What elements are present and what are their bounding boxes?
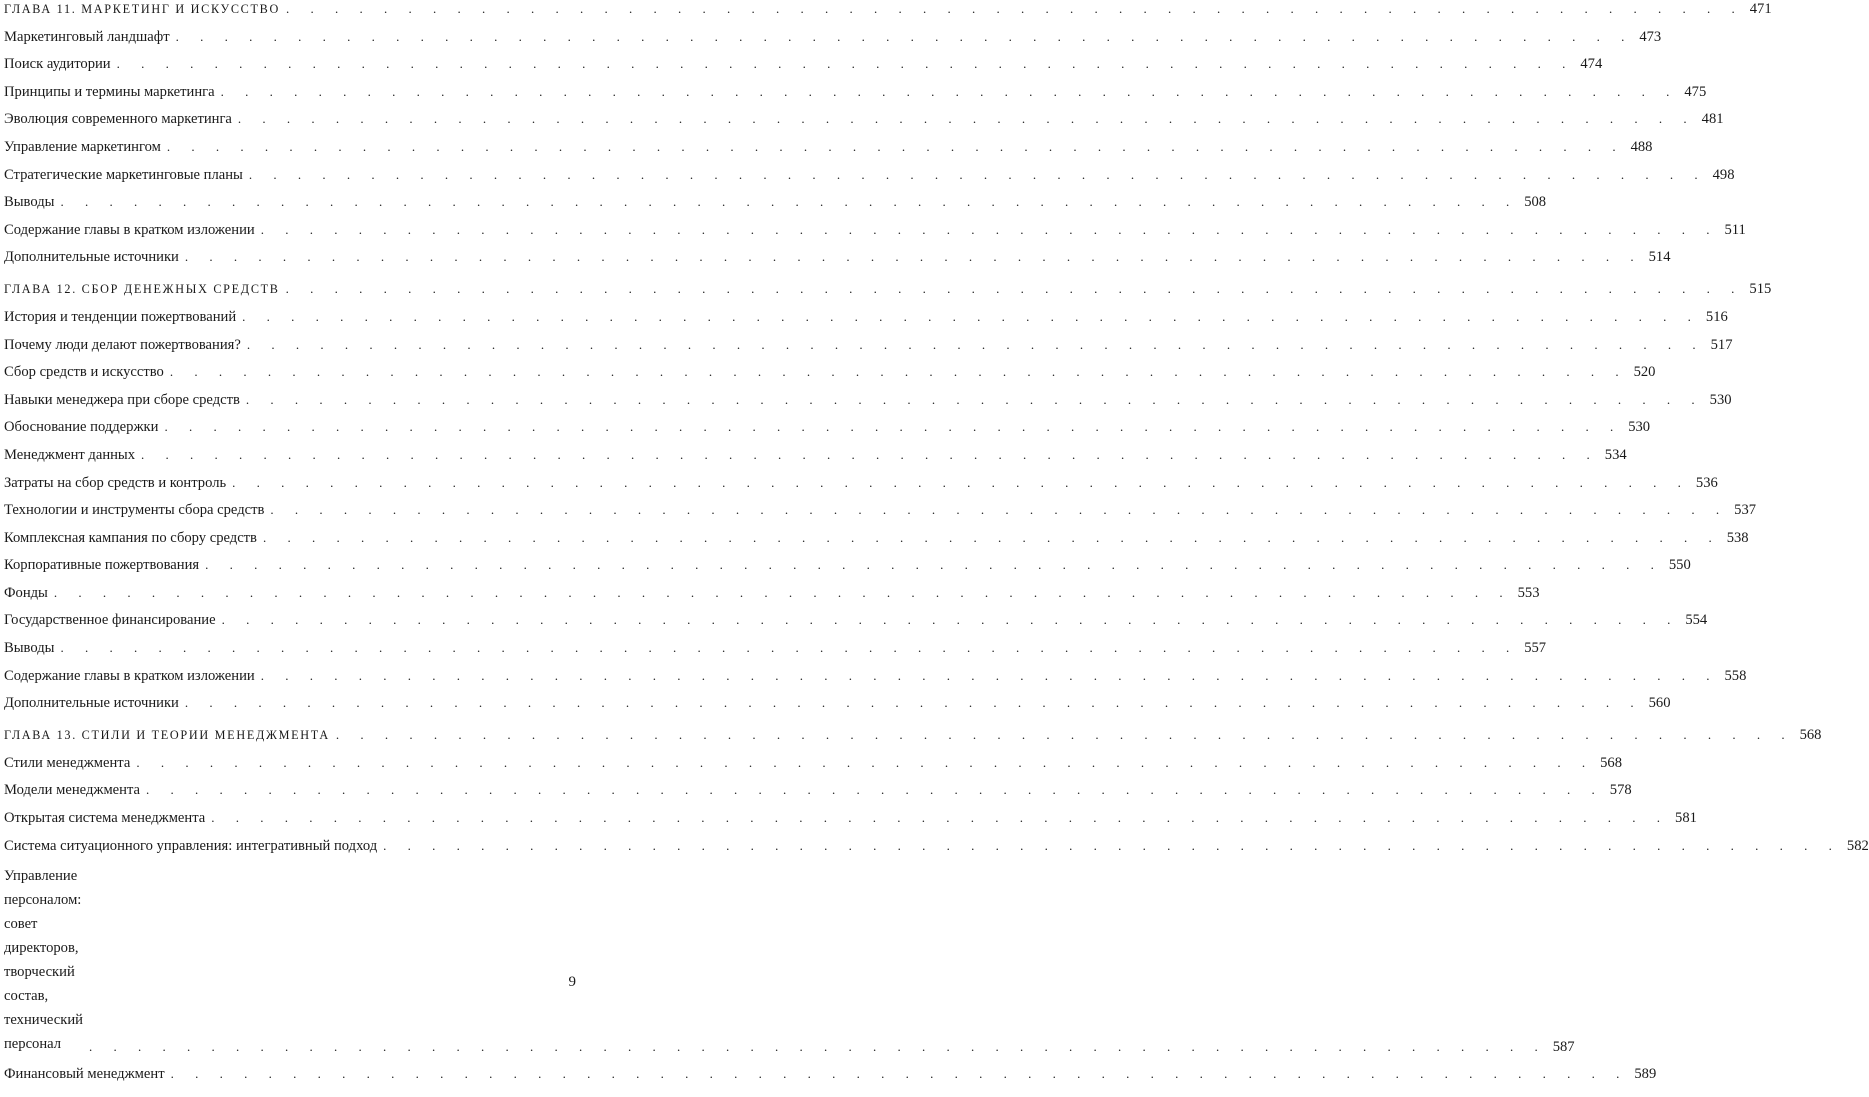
page-ref: 553 xyxy=(1517,584,1540,601)
page-ref: 534 xyxy=(1604,446,1627,463)
page-ref: 520 xyxy=(1633,364,1656,381)
entry-title: Менеджмент данных xyxy=(4,446,136,463)
toc-entry[interactable] xyxy=(4,409,1651,437)
page-ref: 560 xyxy=(1648,695,1671,712)
toc-entry[interactable] xyxy=(4,464,1718,492)
dot-leader: . . . . . . . . . . . . . . . . . . . . . . . . . . . . . . . . . . . . . . . . . . . . . . . . . . . . . . . . . . . . xyxy=(88,1038,1547,1054)
toc-entry[interactable] xyxy=(4,73,1707,101)
dot-leader: . . . . . . . . . . . . . . . . . . . . . . . . . . . . . . . . . . . . . . . . . . . . . . . . . . . . . . . . . . . . xyxy=(60,194,1519,210)
toc-entry[interactable] xyxy=(4,298,1728,326)
dot-leader: . . . . . . . . . . . . . . . . . . . . . . . . . . . . . . . . . . . . . . . . . . . . . . . . . . . . . . . . . . . . xyxy=(246,336,1705,352)
entry-title: Дополнительные источники xyxy=(4,695,179,712)
page-ref: 578 xyxy=(1609,782,1632,799)
toc-entry[interactable] xyxy=(4,1056,1657,1084)
dot-leader: . . . . . . . . . . . . . . . . . . . . . . . . . . . . . . . . . . . . . . . . . . . . . . . . . . . . . . . . . . . . xyxy=(184,249,1643,265)
dot-leader: . . . . . . . . . . . . . . . . . . . . . . . . . . . . . . . . . . . . . . . . . . . . . . . . . . . . . . . . . . . . xyxy=(136,754,1595,770)
toc-entry[interactable] xyxy=(4,827,1869,855)
toc-entry[interactable] xyxy=(4,128,1653,156)
table-of-contents xyxy=(4,0,1869,1097)
dot-leader: . . . . . . . . . . . . . . . . . . . . . . . . . . . . . . . . . . . . . . . . . . . . . . . . . . . . . . . . . . . . xyxy=(285,281,1744,297)
entry-title: Навыки менеджера при сборе средств xyxy=(4,391,240,408)
toc-entry[interactable] xyxy=(4,211,1746,239)
page-ref: 581 xyxy=(1675,810,1697,827)
page-ref: 474 xyxy=(1580,56,1603,73)
entry-title: Поиск аудитории xyxy=(4,56,111,73)
page-ref: 530 xyxy=(1628,419,1651,436)
entry-title: Управление персоналом: совет директоров, творческий состав, технический персонал xyxy=(4,867,83,1052)
page-ref: 511 xyxy=(1724,221,1746,238)
page-ref: 589 xyxy=(1634,1066,1657,1083)
dot-leader: . . . . . . . . . . . . . . . . . . . . . . . . . . . . . . . . . . . . . . . . . . . . . . . . . . . . . . . . . . . . xyxy=(335,727,1794,743)
page-number: 9 xyxy=(568,974,576,990)
chapter-entry[interactable] xyxy=(4,0,1772,18)
dot-leader: . . . . . . . . . . . . . . . . . . . . . . . . . . . . . . . . . . . . . . . . . . . . . . . . . . . . . . . . . . . . xyxy=(116,56,1575,72)
dot-leader: . . . . . . . . . . . . . . . . . . . . . . . . . . . . . . . . . . . . . . . . . . . . . . . . . . . . . . . . . . . . xyxy=(270,502,1729,518)
dot-leader: . . . . . . . . . . . . . . . . . . . . . . . . . . . . . . . . . . . . . . . . . . . . . . . . . . . . . . . . . . . . xyxy=(262,529,1721,545)
entry-title: Комплексная кампания по сбору средств xyxy=(4,529,257,546)
page-ref: 538 xyxy=(1726,529,1749,546)
page-ref: 481 xyxy=(1701,111,1724,128)
dot-leader: . . . . . . . . . . . . . . . . . . . . . . . . . . . . . . . . . . . . . . . . . . . . . . . . . . . . . . . . . . . . xyxy=(146,782,1604,798)
toc-entry[interactable] xyxy=(4,772,1632,800)
page-ref: 516 xyxy=(1705,308,1728,325)
dot-leader: . . . . . . . . . . . . . . . . . . . . . . . . . . . . . . . . . . . . . . . . . . . . . . . . . . . . . . . . . . . . xyxy=(260,667,1719,683)
toc-entry[interactable] xyxy=(4,629,1547,657)
dot-leader: . . . . . . . . . . . . . . . . . . . . . . . . . . . . . . . . . . . . . . . . . . . . . . . . . . . . . . . . . . . . xyxy=(141,446,1599,462)
chapter-heading: ГЛАВА 11. МАРКЕТИНГ И ИСКУССТВО xyxy=(4,2,280,16)
toc-entry[interactable] xyxy=(4,602,1708,630)
toc-entry[interactable] xyxy=(4,381,1732,409)
entry-title: Стили менеджмента xyxy=(4,754,131,771)
toc-entry[interactable] xyxy=(4,184,1547,212)
page-ref: 514 xyxy=(1648,249,1671,266)
dot-leader: . . . . . . . . . . . . . . . . . . . . . . . . . . . . . . . . . . . . . . . . . . . . . . . . . . . . . . . . . . . . xyxy=(242,308,1700,324)
dot-leader: . . . . . . . . . . . . . . . . . . . . . . . . . . . . . . . . . . . . . . . . . . . . . . . . . . . . . . . . . . . . xyxy=(383,837,1841,853)
entry-title: Технологии и инструменты сбора средств xyxy=(4,502,265,519)
entry-title: Стратегические маркетинговые планы xyxy=(4,166,243,183)
dot-leader: . . . . . . . . . . . . . . . . . . . . . . . . . . . . . . . . . . . . . . . . . . . . . . . . . . . . . . . . . . . . xyxy=(53,584,1512,600)
page-ref: 536 xyxy=(1695,474,1718,491)
toc-entry[interactable] xyxy=(4,326,1733,354)
page-ref: 498 xyxy=(1712,166,1735,183)
dot-leader: . . . . . . . . . . . . . . . . . . . . . . . . . . . . . . . . . . . . . . . . . . . . . . . . . . . . . . . . . . . . xyxy=(60,640,1519,656)
entry-title: Выводы xyxy=(4,640,55,657)
toc-entry[interactable] xyxy=(4,685,1671,713)
chapter-block xyxy=(4,280,1772,712)
toc-entry[interactable] xyxy=(4,657,1747,685)
dot-leader: . . . . . . . . . . . . . . . . . . . . . . . . . . . . . . . . . . . . . . . . . . . . . . . . . . . . . . . . . . . . xyxy=(237,111,1696,127)
chapter-heading: ГЛАВА 13. СТИЛИ И ТЕОРИИ МЕНЕДЖМЕНТА xyxy=(4,728,330,743)
toc-entry[interactable] xyxy=(4,354,1656,382)
dot-leader: . . . . . . . . . . . . . . . . . . . . . . . . . . . . . . . . . . . . . . . . . . . . . . . . . . . . . . . . . . . . xyxy=(286,1,1744,16)
page-ref: 508 xyxy=(1524,194,1547,211)
entry-title: Почему люди делают пожертвования? xyxy=(4,336,241,353)
dot-leader: . . . . . . . . . . . . . . . . . . . . . . . . . . . . . . . . . . . . . . . . . . . . . . . . . . . . . . . . . . . . xyxy=(220,83,1679,99)
page-ref: 568 xyxy=(1799,727,1822,744)
toc-entry[interactable] xyxy=(4,519,1749,547)
dot-leader: . . . . . . . . . . . . . . . . . . . . . . . . . . . . . . . . . . . . . . . . . . . . . . . . . . . . . . . . . . . . xyxy=(164,419,1623,435)
dot-leader: . . . . . . . . . . . . . . . . . . . . . . . . . . . . . . . . . . . . . . . . . . . . . . . . . . . . . . . . . . . . xyxy=(245,391,1704,407)
entry-title: Эволюция современного маркетинга xyxy=(4,111,232,128)
toc-entry[interactable] xyxy=(4,492,1757,520)
entry-title: Государственное финансирование xyxy=(4,612,216,629)
entry-title: Содержание главы в кратком изложении xyxy=(4,667,255,684)
page-ref: 568 xyxy=(1600,754,1622,771)
dot-leader: . . . . . . . . . . . . . . . . . . . . . . . . . . . . . . . . . . . . . . . . . . . . . . . . . . . . . . . . . . . . xyxy=(248,166,1707,182)
dot-leader: . . . . . . . . . . . . . . . . . . . . . . . . . . . . . . . . . . . . . . . . . . . . . . . . . . . . . . . . . . . . xyxy=(175,28,1634,44)
page-ref: 488 xyxy=(1630,138,1653,155)
entry-title: История и тенденции пожертвований xyxy=(4,308,237,325)
entry-title: Выводы xyxy=(4,194,55,211)
entry-title: Содержание главы в кратком изложении xyxy=(4,221,255,238)
toc-entry[interactable] xyxy=(4,744,1622,772)
entry-title: Управление маркетингом xyxy=(4,138,161,155)
dot-leader: . . . . . . . . . . . . . . . . . . . . . . . . . . . . . . . . . . . . . . . . . . . . . . . . . . . . . . . . . . . . xyxy=(260,221,1719,237)
toc-entry[interactable] xyxy=(4,18,1662,46)
page-ref: 475 xyxy=(1684,83,1707,100)
entry-title: Сбор средств и искусство xyxy=(4,364,164,381)
toc-entry[interactable] xyxy=(4,101,1724,129)
toc-entry[interactable] xyxy=(4,239,1671,267)
dot-leader: . . . . . . . . . . . . . . . . . . . . . . . . . . . . . . . . . . . . . . . . . . . . . . . . . . . . . . . . . . . . xyxy=(166,138,1625,154)
page-ref: 582 xyxy=(1846,837,1869,854)
toc-entry[interactable] xyxy=(4,156,1735,184)
chapter-block xyxy=(4,726,1869,1083)
page-ref: 557 xyxy=(1524,640,1547,657)
toc-entry[interactable] xyxy=(4,436,1627,464)
page-ref: 517 xyxy=(1710,336,1733,353)
page-ref: 471 xyxy=(1749,1,1772,17)
page-ref: 537 xyxy=(1734,502,1757,519)
page-ref: 515 xyxy=(1749,281,1772,298)
dot-leader: . . . . . . . . . . . . . . . . . . . . . . . . . . . . . . . . . . . . . . . . . . . . . . . . . . . . . . . . . . . . xyxy=(170,1066,1629,1082)
page-ref: 558 xyxy=(1724,667,1747,684)
page-ref: 550 xyxy=(1668,557,1691,574)
toc-entry[interactable] xyxy=(4,855,1575,1056)
entry-title: Модели менеджмента xyxy=(4,782,141,799)
entry-title: Фонды xyxy=(4,584,48,601)
entry-title: Дополнительные источники xyxy=(4,249,179,266)
dot-leader: . . . . . . . . . . . . . . . . . . . . . . . . . . . . . . . . . . . . . . . . . . . . . . . . . . . . . . . . . . . . xyxy=(232,474,1690,490)
toc-entry[interactable] xyxy=(4,799,1697,827)
chapter-block xyxy=(4,0,1772,266)
entry-title: Затраты на сбор средств и контроль xyxy=(4,474,227,491)
entry-title: Открытая система менеджмента xyxy=(4,810,206,827)
toc-entry[interactable] xyxy=(4,46,1603,74)
page-ref: 530 xyxy=(1709,391,1732,408)
chapter-heading: ГЛАВА 12. СБОР ДЕНЕЖНЫХ СРЕДСТВ xyxy=(4,282,280,297)
dot-leader: . . . . . . . . . . . . . . . . . . . . . . . . . . . . . . . . . . . . . . . . . . . . . . . . . . . . . . . . . . . . xyxy=(211,810,1670,826)
dot-leader: . . . . . . . . . . . . . . . . . . . . . . . . . . . . . . . . . . . . . . . . . . . . . . . . . . . . . . . . . . . . xyxy=(221,612,1680,628)
chapter-entry[interactable] xyxy=(4,280,1772,298)
entry-title: Корпоративные пожертвования xyxy=(4,557,200,574)
dot-leader: . . . . . . . . . . . . . . . . . . . . . . . . . . . . . . . . . . . . . . . . . . . . . . . . . . . . . . . . . . . . xyxy=(205,557,1663,573)
dot-leader: . . . . . . . . . . . . . . . . . . . . . . . . . . . . . . . . . . . . . . . . . . . . . . . . . . . . . . . . . . . . xyxy=(169,364,1628,380)
toc-entry[interactable] xyxy=(4,547,1691,575)
entry-title: Система ситуационного управления: интегративный подход xyxy=(4,837,378,854)
entry-title: Маркетинговый ландшафт xyxy=(4,28,170,45)
page-ref: 554 xyxy=(1685,612,1708,629)
entry-title: Финансовый менеджмент xyxy=(4,1066,165,1083)
chapter-entry[interactable] xyxy=(4,726,1822,744)
dot-leader: . . . . . . . . . . . . . . . . . . . . . . . . . . . . . . . . . . . . . . . . . . . . . . . . . . . . . . . . . . . . xyxy=(184,695,1643,711)
toc-entry[interactable] xyxy=(4,574,1540,602)
entry-title: Принципы и термины маркетинга xyxy=(4,83,215,100)
page-ref: 473 xyxy=(1639,28,1662,45)
entry-title: Обоснование поддержки xyxy=(4,419,159,436)
page-ref: 587 xyxy=(1552,1038,1575,1055)
